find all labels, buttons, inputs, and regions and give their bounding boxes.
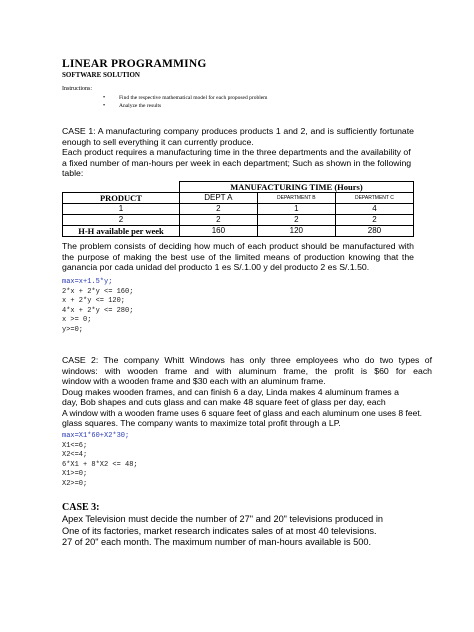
manufacturing-time-table — [62, 181, 414, 237]
code-line: 2*x + 2*y <= 160; — [62, 287, 134, 296]
table-row — [63, 204, 414, 215]
code-line: X2<=4; — [62, 451, 88, 459]
table-cell: 1 — [63, 204, 180, 215]
table-header-dept-c: DEPARTMENT C — [335, 193, 413, 204]
case3-text — [62, 514, 442, 549]
case2-text — [62, 355, 432, 429]
table-corner — [63, 182, 180, 193]
code-line: X1<=6; — [62, 441, 88, 450]
code-line: max=x+1.5*y; — [62, 278, 113, 286]
table-cell: H-H available per week — [63, 226, 180, 237]
code-line: y>=0; — [62, 325, 84, 334]
code-line: x + 2*y <= 120; — [62, 297, 126, 305]
document-title: LINEAR PROGRAMMING — [62, 58, 207, 70]
case2-line: CASE 2: The company Whitt Windows has only three employees who do two types of — [62, 355, 432, 365]
case1-intro: CASE 1: A manufacturing company produces products 1 and 2, and is sufficiently fortunate enough to sell everything it can currently produce. — [62, 126, 414, 147]
case2-code-block — [62, 432, 138, 489]
table-row — [63, 215, 414, 226]
instructions-list — [103, 94, 267, 110]
code-line: 4*x + 2*y <= 280; — [62, 306, 134, 315]
code-line: max=X1*60+X2*30; — [62, 432, 130, 440]
code-line: X2>=0; — [62, 479, 88, 488]
case2-line: day, Bob shapes and cuts glass and can make 48 square feet of glass per day, each — [62, 397, 386, 407]
case2-line: window with a wooden frame and $30 each with an aluminum frame. — [62, 376, 326, 386]
code-line: X1>=0; — [62, 470, 88, 478]
table-header-dept-b: DEPARTMENT B — [257, 193, 335, 204]
case3-line: Apex Television must decide the number of 27" and 20" televisions produced in — [62, 514, 383, 524]
case3-line: 27 of 20" each month. The maximum number of man-hours available is 500. — [62, 537, 371, 547]
table-cell: 280 — [335, 226, 413, 237]
instructions-label: Instructions: — [62, 86, 92, 92]
case1-description: Each product requires a manufacturing time in the three departments and the availability of a fixed number of man-hours per week in each department; Such as shown in the following table: — [62, 147, 412, 178]
case2-line: windows: with wooden frame and with aluminum frame, the profit is $60 for each — [62, 365, 432, 376]
table-cell: 2 — [257, 215, 335, 226]
case2-line: A window with a wooden frame uses 6 square feet of glass and each aluminum one uses 8 feet. — [62, 407, 423, 418]
table-cell: 2 — [335, 215, 413, 226]
table-header-product: PRODUCT — [63, 193, 180, 204]
table-cell: 120 — [257, 226, 335, 237]
table-cell: 2 — [179, 215, 257, 226]
table-row — [63, 226, 414, 237]
case2-line: Doug makes wooden frames, and can finish 6 a day, Linda makes 4 aluminum frames a — [62, 386, 399, 397]
table-header-dept-a: DEPT A — [179, 193, 257, 204]
table-cell: 2 — [63, 215, 180, 226]
table-cell: 160 — [179, 226, 257, 237]
table-cell: 4 — [335, 204, 413, 215]
case3-line: One of its factories, market research indicates sales of at most 40 televisions. — [62, 525, 377, 536]
table-group-header: MANUFACTURING TIME (Hours) — [179, 182, 413, 193]
case1-code-block — [62, 278, 133, 335]
instruction-item: • Analyze the results — [103, 102, 267, 110]
document-subtitle: SOFTWARE SOLUTION — [62, 71, 140, 79]
table-cell: 2 — [179, 204, 257, 215]
code-line: 6*X1 + 8*X2 <= 48; — [62, 460, 138, 469]
case1-problem-statement: The problem consists of deciding how much of each product should be manufactured with the purpose of making the best use of the limited means of production knowing that the ganancia por cada unidad del producto 1 es S/.1.00 y del producto 2 es S/.1.50. — [62, 241, 414, 272]
table-cell: 1 — [257, 204, 335, 215]
case2-line: glass squares. The company wants to maximize total profit through a LP. — [62, 418, 341, 428]
case3-title: CASE 3: — [62, 502, 100, 513]
code-line: x >= 0; — [62, 316, 92, 324]
instruction-item: • Find the respective mathematical model for each proposed problem — [103, 94, 267, 102]
